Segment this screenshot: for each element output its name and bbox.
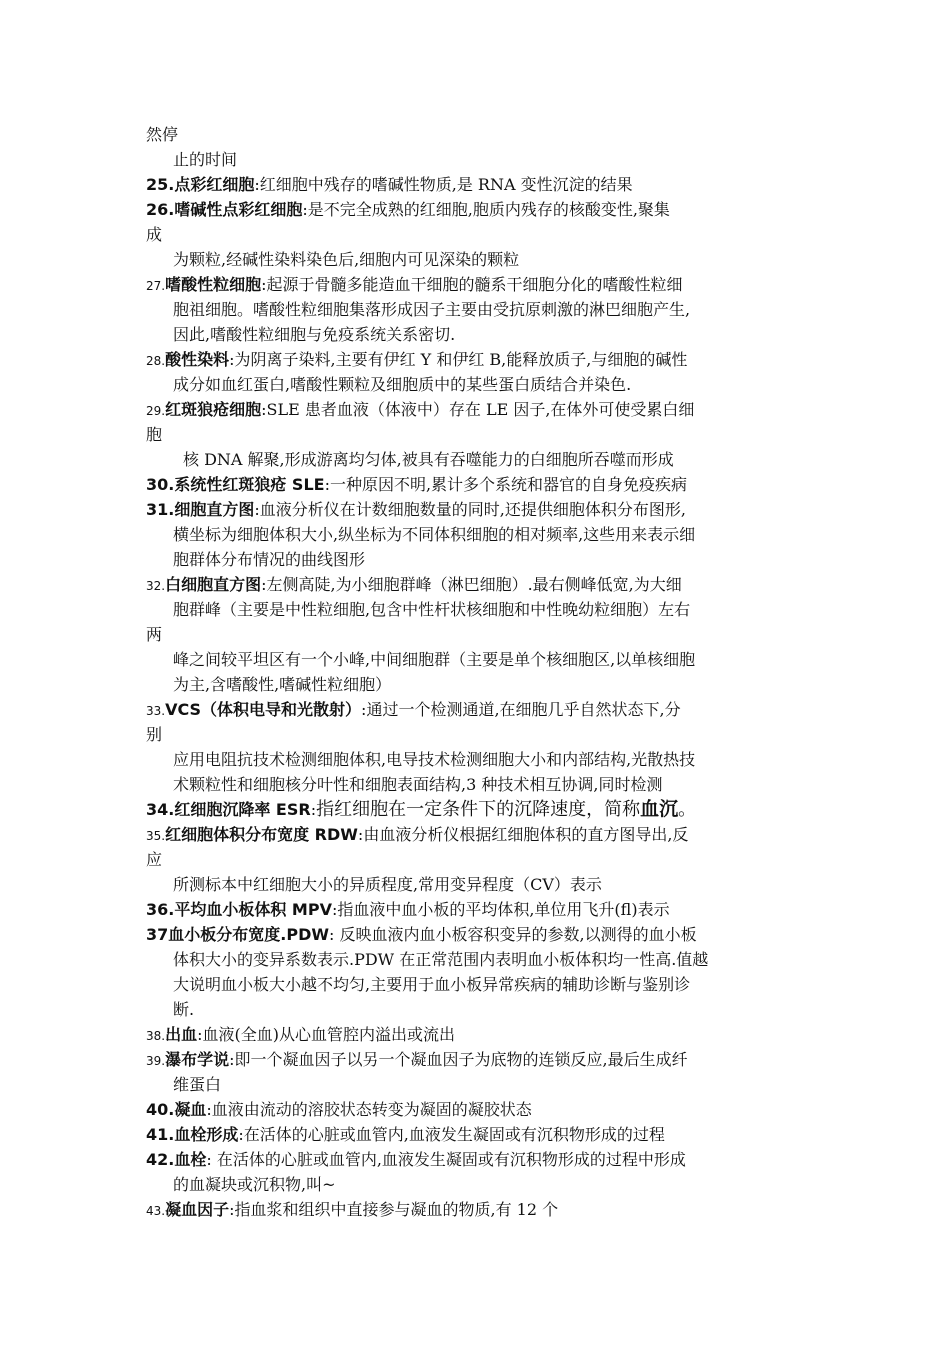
item-number: 28. — [146, 354, 166, 368]
definition-text: 为颗粒,经碱性染料染色后,细胞内可见深染的颗粒 — [173, 250, 520, 269]
definition-line — [146, 272, 816, 297]
definition-text: 胞群峰（主要是中性粒细胞,包含中性杆状核细胞和中性晚幼粒细胞）左右 — [173, 600, 691, 619]
definition-text: :左侧高陡,为小细胞群峰（淋巴细胞）.最右侧峰低宽,为大细 — [261, 575, 682, 594]
term-heading: 血小板分布宽度.PDW — [168, 925, 330, 944]
item-number: 36. — [146, 900, 175, 919]
definition-text: :指血液中血小板的平均体积,单位用飞升(fl)表示 — [331, 900, 670, 919]
definition-text: :是不完全成熟的红细胞,胞质内残存的核酸变性,聚集 — [302, 200, 670, 219]
definition-text: 断. — [173, 1000, 195, 1019]
definition-line — [146, 1022, 816, 1047]
term-heading: 瀑布学说 — [165, 1050, 230, 1069]
definition-text: 大说明血小板大小越不均匀,主要用于血小板异常疾病的辅助诊断与鉴别诊 — [173, 975, 691, 994]
definition-text: 核 DNA 解聚,形成游离均匀体,被具有吞噬能力的白细胞所吞噬而形成 — [183, 450, 674, 469]
definition-text: :由血液分析仪根据红细胞体积的直方图导出,反 — [357, 825, 689, 844]
text-line — [146, 547, 816, 572]
definition-text: :血液分析仪在计数细胞数量的同时,还提供细胞体积分布图形, — [254, 500, 686, 519]
term-heading: 红细胞沉降率 ESR — [174, 800, 311, 819]
definition-line — [146, 822, 816, 847]
term-heading: 酸性染料 — [165, 350, 230, 369]
term-heading: 血栓形成 — [174, 1125, 239, 1144]
text-line — [146, 247, 816, 272]
definition-text: 因此,嗜酸性粒细胞与免疫系统关系密切. — [173, 325, 456, 344]
definition-text: :一种原因不明,累计多个系统和器官的自身免疫疾病 — [324, 475, 688, 494]
definition-text: : 在活体的心脏或血管内,血液发生凝固或有沉积物形成的过程中形成 — [206, 1150, 686, 1169]
text-line — [146, 297, 816, 322]
item-number: 42. — [146, 1150, 175, 1169]
text-line — [146, 972, 816, 997]
definition-line — [146, 797, 816, 822]
term-abbreviation: 血沉 — [640, 798, 679, 820]
definition-line — [146, 1122, 816, 1147]
text-line — [146, 622, 816, 647]
term-heading: 红细胞体积分布宽度 RDW — [165, 825, 358, 844]
term-heading: VCS（体积电导和光散射） — [165, 700, 362, 719]
text-line — [146, 747, 816, 772]
definition-line — [146, 472, 816, 497]
definition-line — [146, 1147, 816, 1172]
text-line — [146, 372, 816, 397]
term-heading: 红斑狼疮细胞 — [165, 400, 262, 419]
definition-text: 横坐标为细胞体积大小,纵坐标为不同体积细胞的相对频率,这些用来表示细 — [173, 525, 696, 544]
definition-line — [146, 922, 816, 947]
text-line — [146, 222, 816, 247]
term-heading: 凝血因子 — [165, 1200, 230, 1219]
item-number: 32. — [146, 579, 166, 593]
definition-text: 术颗粒性和细胞核分叶性和细胞表面结构,3 种技术相互协调,同时检测 — [173, 775, 663, 794]
definition-text: 然停 — [146, 125, 179, 144]
item-number: 40. — [146, 1100, 175, 1119]
text-line — [146, 522, 816, 547]
text-line — [146, 1172, 816, 1197]
term-heading: 嗜碱性点彩红细胞 — [174, 200, 303, 219]
definition-line — [146, 897, 816, 922]
definition-text: 为主,含嗜酸性,嗜碱性粒细胞） — [173, 675, 392, 694]
term-heading: 细胞直方图 — [174, 500, 255, 519]
definition-text: 成分如血红蛋白,嗜酸性颗粒及细胞质中的某些蛋白质结合并染色. — [173, 375, 632, 394]
text-line — [146, 947, 816, 972]
term-heading: 出血 — [165, 1025, 198, 1044]
text-line — [146, 122, 816, 147]
definition-text: : — [310, 800, 317, 819]
item-number: 39. — [146, 1054, 166, 1068]
definition-text: : 反映血液内血小板容积变异的参数,以测得的血小板 — [329, 925, 697, 944]
definition-text: 应 — [146, 850, 163, 869]
text-line — [146, 422, 816, 447]
definition-text: 两 — [146, 625, 163, 644]
text-line — [146, 1072, 816, 1097]
item-number: 34. — [146, 800, 175, 819]
definition-text-tail: 。 — [678, 799, 697, 820]
definition-text: 胞 — [146, 425, 163, 444]
definition-text: 维蛋白 — [173, 1075, 222, 1094]
definition-text: 胞群体分布情况的曲线图形 — [173, 550, 366, 569]
term-heading: 凝血 — [174, 1100, 207, 1119]
definition-text: :在活体的心脏或血管内,血液发生凝固或有沉积物形成的过程 — [238, 1125, 665, 1144]
definition-text-large: 指红细胞在一定条件下的沉降速度，简称 — [316, 799, 641, 820]
text-line — [146, 322, 816, 347]
item-number: 29. — [146, 404, 166, 418]
definition-line — [146, 197, 816, 222]
text-line — [146, 597, 816, 622]
definition-text: :SLE 患者血液（体液中）存在 LE 因子,在体外可使受累白细 — [261, 400, 695, 419]
item-number: 33. — [146, 704, 166, 718]
item-number: 38. — [146, 1029, 166, 1043]
definition-text: :指血浆和组织中直接参与凝血的物质,有 12 个 — [229, 1200, 559, 1219]
term-heading: 白细胞直方图 — [165, 575, 262, 594]
definition-line — [146, 397, 816, 422]
definition-text: 所测标本中红细胞大小的异质程度,常用变异程度（CV）表示 — [173, 875, 602, 894]
text-line — [146, 722, 816, 747]
term-heading: 系统性红斑狼疮 SLE — [174, 475, 325, 494]
term-heading: 点彩红细胞 — [174, 175, 255, 194]
definition-text: :血液由流动的溶胶状态转变为凝固的凝胶状态 — [206, 1100, 532, 1119]
item-number: 41. — [146, 1125, 175, 1144]
item-number: 25. — [146, 175, 175, 194]
definition-line — [146, 347, 816, 372]
term-heading: 血栓 — [174, 1150, 207, 1169]
definition-line — [146, 172, 816, 197]
definition-text: 胞祖细胞。嗜酸性粒细胞集落形成因子主要由受抗原刺激的淋巴细胞产生, — [173, 300, 691, 319]
definition-text: :红细胞中残存的嗜碱性物质,是 RNA 变性沉淀的结果 — [254, 175, 633, 194]
term-heading: 平均血小板体积 MPV — [174, 900, 332, 919]
text-line — [146, 647, 816, 672]
definition-text: 应用电阻抗技术检测细胞体积,电导技术检测细胞大小和内部结构,光散热技 — [173, 750, 696, 769]
definition-text: :为阴离子染料,主要有伊红 Y 和伊红 B,能释放质子,与细胞的碱性 — [229, 350, 688, 369]
definition-text: 体积大小的变异系数表示.PDW 在正常范围内表明血小板体积均一性高.值越 — [173, 950, 709, 969]
definition-line — [146, 1197, 816, 1222]
definition-line — [146, 1097, 816, 1122]
item-number: 35. — [146, 829, 166, 843]
definition-text: :通过一个检测通道,在细胞几乎自然状态下,分 — [361, 700, 681, 719]
text-line — [146, 447, 816, 472]
definition-text: :起源于骨髓多能造血干细胞的髓系干细胞分化的嗜酸性粒细 — [261, 275, 683, 294]
definition-text: 的血凝块或沉积物,叫~ — [173, 1175, 336, 1194]
text-line — [146, 847, 816, 872]
text-line — [146, 672, 816, 697]
text-line — [146, 147, 816, 172]
item-number: 26. — [146, 200, 175, 219]
item-number: 37 — [146, 925, 169, 944]
item-number: 27. — [146, 279, 166, 293]
definition-line — [146, 1047, 816, 1072]
document-body — [146, 122, 816, 1222]
item-number: 43. — [146, 1204, 166, 1218]
definition-text: 成 — [146, 225, 163, 244]
definition-line — [146, 572, 816, 597]
definition-text: 别 — [146, 725, 163, 744]
definition-text: 止的时间 — [173, 150, 238, 169]
text-line — [146, 997, 816, 1022]
text-line — [146, 772, 816, 797]
text-line — [146, 872, 816, 897]
definition-text: :即一个凝血因子以另一个凝血因子为底物的连锁反应,最后生成纤 — [229, 1050, 688, 1069]
definition-line — [146, 697, 816, 722]
definition-text: :血液(全血)从心血管腔内溢出或流出 — [197, 1025, 455, 1044]
definition-line — [146, 497, 816, 522]
item-number: 30. — [146, 475, 175, 494]
definition-text: 峰之间较平坦区有一个小峰,中间细胞群（主要是单个核细胞区,以单核细胞 — [173, 650, 696, 669]
item-number: 31. — [146, 500, 175, 519]
term-heading: 嗜酸性粒细胞 — [165, 275, 262, 294]
